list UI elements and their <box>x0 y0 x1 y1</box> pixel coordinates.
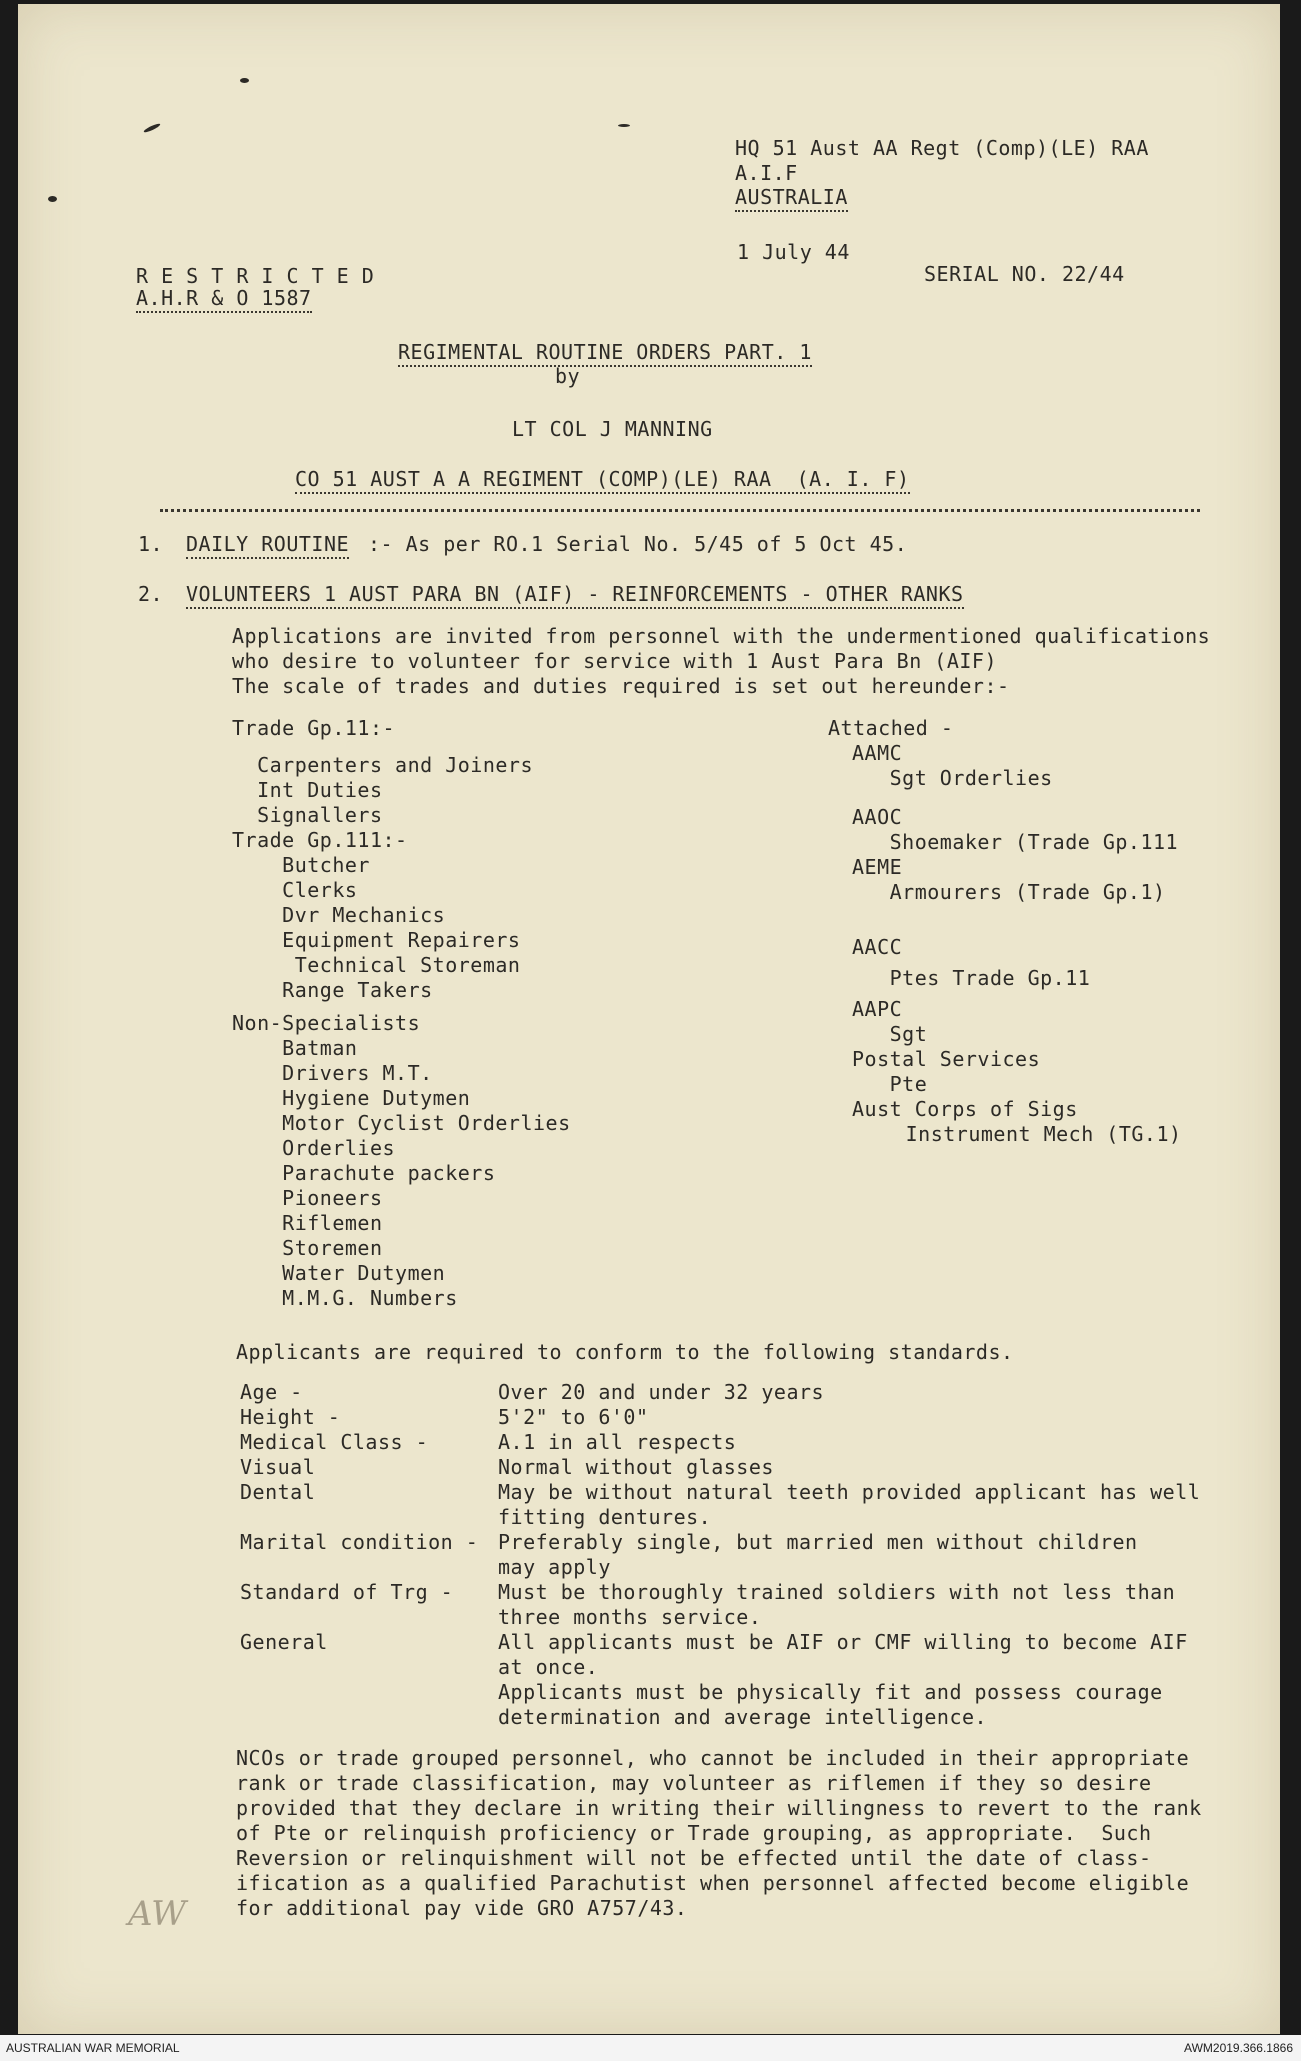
list-item: Water Dutymen <box>232 1261 446 1285</box>
list-item: AAMC <box>852 741 903 765</box>
serial-number: SERIAL NO. 22/44 <box>924 262 1125 286</box>
list-item: Riflemen <box>232 1211 383 1235</box>
standard-value-line: fitting dentures. <box>498 1505 712 1529</box>
standards-intro: Applicants are required to conform to the following standards. <box>236 1340 1014 1364</box>
title-line-4: CO 51 AUST A A REGIMENT (COMP)(LE) RAA (A. I. F) <box>295 467 910 494</box>
standard-label: Medical Class - <box>240 1430 429 1454</box>
standard-row <box>240 1530 1240 1580</box>
standard-value-line: Must be thoroughly trained soldiers with not less than <box>498 1580 1176 1604</box>
list-item: Storemen <box>232 1236 383 1260</box>
list-item: Ptes Trade Gp.11 <box>852 966 1091 990</box>
standard-row <box>240 1455 1240 1480</box>
standard-value-line: Applicants must be physically fit and possess courage <box>498 1680 1163 1704</box>
list-item: Orderlies <box>232 1136 396 1160</box>
standard-value-line: may apply <box>498 1555 611 1579</box>
list-item: AACC <box>852 935 903 959</box>
list-item: Postal Services <box>852 1047 1041 1071</box>
footer-institution: AUSTRALIAN WAR MEMORIAL <box>6 2041 180 2055</box>
handwritten-initials: AW <box>128 1894 187 1934</box>
intro-line: who desire to volunteer for service with 1 Aust Para Bn (AIF) <box>232 649 998 673</box>
standard-value <box>498 1430 736 1455</box>
standard-row <box>240 1430 1240 1455</box>
list-item: Motor Cyclist Orderlies <box>232 1111 571 1135</box>
list-item: AAPC <box>852 997 903 1021</box>
unit-line-3: AUSTRALIA <box>735 185 848 212</box>
list-item: Attached - <box>828 716 954 740</box>
trade-list-left <box>232 716 571 1311</box>
standard-row <box>240 1405 1240 1430</box>
title-line-2: by <box>555 364 581 388</box>
list-item: M.M.G. Numbers <box>232 1286 458 1310</box>
document-date: 1 July 44 <box>737 240 850 264</box>
list-item: Instrument Mech (TG.1) <box>868 1122 1182 1146</box>
closing-line: NCOs or trade grouped personnel, who cannot be included in their appropriate <box>236 1746 1190 1770</box>
closing-line: Reversion or relinquishment will not be effected until the date of class- <box>236 1846 1152 1870</box>
list-item: Signallers <box>232 803 383 827</box>
closing-line: rank or trade classification, may volunteer as riflemen if they so desire <box>236 1771 1152 1795</box>
standard-value-line: at once. <box>498 1655 599 1679</box>
standard-value-line: Preferably single, but married men without children <box>498 1530 1138 1554</box>
standard-row <box>240 1380 1240 1405</box>
list-item: Sgt <box>852 1022 928 1046</box>
item-2-heading: VOLUNTEERS 1 AUST PARA BN (AIF) - REINFORCEMENTS - OTHER RANKS <box>186 582 964 609</box>
item-2-number: 2. <box>138 582 164 606</box>
restricted-label: R E S T R I C T E D <box>136 264 375 288</box>
footer-accession-number: AWM2019.366.1866 <box>1184 2041 1293 2055</box>
standard-value <box>498 1380 824 1405</box>
standard-row <box>240 1630 1240 1730</box>
list-item: Batman <box>232 1036 358 1060</box>
list-item: Armourers (Trade Gp.1) <box>852 880 1166 904</box>
standard-label: Age - <box>240 1380 303 1404</box>
document-page <box>18 4 1280 2034</box>
intro-line: Applications are invited from personnel with the undermentioned qualifications <box>232 624 1211 648</box>
list-item: Int Duties <box>232 778 383 802</box>
standard-value-line: Normal without glasses <box>498 1455 774 1479</box>
list-item: Trade Gp.11:- <box>232 716 396 740</box>
unit-line-2: A.I.F <box>735 161 798 185</box>
list-item: Non-Specialists <box>232 1011 421 1035</box>
unit-line-1: HQ 51 Aust AA Regt (Comp)(LE) RAA <box>735 136 1149 160</box>
list-item: Range Takers <box>232 978 433 1002</box>
standard-value-line: All applicants must be AIF or CMF willing to become AIF <box>498 1630 1188 1654</box>
list-item: AEME <box>852 855 903 879</box>
list-item: AAOC <box>852 805 903 829</box>
list-item: Butcher <box>232 853 370 877</box>
standard-value <box>498 1530 1138 1580</box>
ink-speck <box>143 122 161 133</box>
standard-value <box>498 1455 774 1480</box>
closing-line: for additional pay vide GRO A757/43. <box>236 1896 688 1920</box>
closing-line: of Pte or relinquish proficiency or Trade grouping, as appropriate. Such <box>236 1821 1152 1845</box>
standard-value-line: 5'2" to 6'0" <box>498 1405 649 1429</box>
archive-footer <box>0 2035 1301 2061</box>
standard-label: Height - <box>240 1405 341 1429</box>
standard-value-line: A.1 in all respects <box>498 1430 737 1454</box>
closing-paragraph <box>236 1746 1202 1921</box>
ink-speck <box>240 78 249 83</box>
title-line-1: REGIMENTAL ROUTINE ORDERS PART. 1 <box>398 340 812 367</box>
list-item: Carpenters and Joiners <box>232 753 533 777</box>
item-2-intro <box>232 624 1210 699</box>
item-1-text: :- As per RO.1 Serial No. 5/45 of 5 Oct 45. <box>368 532 908 556</box>
item-1-heading: DAILY ROUTINE <box>186 532 349 559</box>
standard-label: Dental <box>240 1480 316 1504</box>
dotted-divider <box>160 509 1200 516</box>
ink-speck <box>618 124 630 127</box>
list-item: Sgt Orderlies <box>852 766 1053 790</box>
item-1-number: 1. <box>138 532 164 556</box>
list-item: Pioneers <box>232 1186 383 1210</box>
list-item: Clerks <box>232 878 358 902</box>
list-item: Equipment Repairers <box>232 928 521 952</box>
title-line-3: LT COL J MANNING <box>512 417 713 441</box>
list-item: Aust Corps of Sigs <box>852 1097 1078 1121</box>
reference-number: A.H.R & O 1587 <box>136 286 312 313</box>
standard-row <box>240 1580 1240 1630</box>
standard-label: Visual <box>240 1455 316 1479</box>
standard-row <box>240 1480 1240 1530</box>
standards-table <box>240 1380 1240 1730</box>
standard-value-line: Over 20 and under 32 years <box>498 1380 825 1404</box>
standard-label: General <box>240 1630 328 1654</box>
standard-value <box>498 1630 1188 1730</box>
standard-value-line: determination and average intelligence. <box>498 1705 988 1729</box>
list-item: Pte <box>852 1072 928 1096</box>
list-item: Drivers M.T. <box>232 1061 433 1085</box>
list-item: Shoemaker (Trade Gp.111 <box>852 830 1179 854</box>
closing-line: provided that they declare in writing their willingness to revert to the rank <box>236 1796 1202 1820</box>
list-item: Dvr Mechanics <box>232 903 446 927</box>
standard-value <box>498 1480 1200 1530</box>
intro-line: The scale of trades and duties required is set out hereunder:- <box>232 674 1010 698</box>
closing-line: ification as a qualified Parachutist when personnel affected become eligible <box>236 1871 1190 1895</box>
standard-label: Marital condition - <box>240 1530 479 1554</box>
list-item: Technical Storeman <box>232 953 521 977</box>
trade-list-right <box>828 716 1182 1147</box>
list-item: Hygiene Dutymen <box>232 1086 471 1110</box>
standard-value <box>498 1405 649 1430</box>
standard-value-line: May be without natural teeth provided applicant has well <box>498 1480 1201 1504</box>
ink-speck <box>48 196 57 202</box>
standard-label: Standard of Trg - <box>240 1580 454 1604</box>
list-item: Parachute packers <box>232 1161 496 1185</box>
list-item: Trade Gp.111:- <box>232 828 408 852</box>
standard-value-line: three months service. <box>498 1605 762 1629</box>
standard-value <box>498 1580 1175 1630</box>
